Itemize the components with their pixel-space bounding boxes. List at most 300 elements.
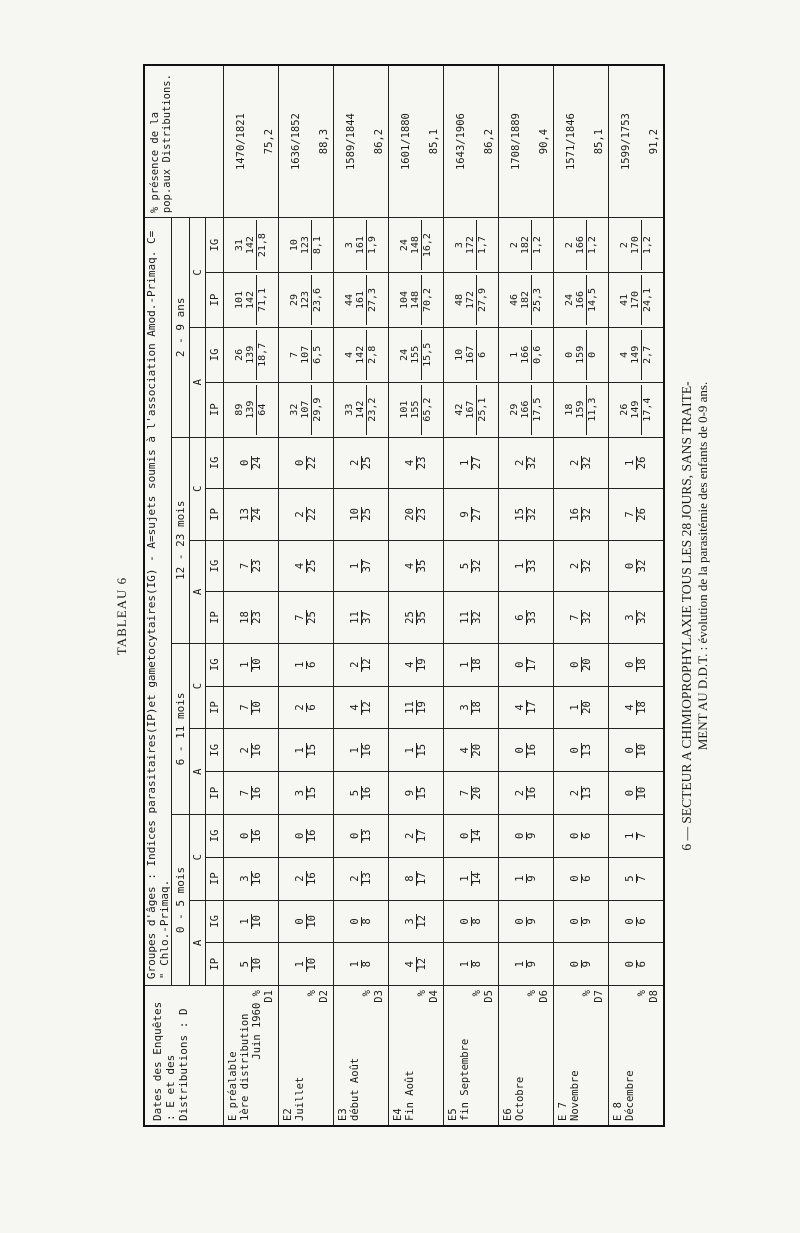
numerator: 1 xyxy=(513,875,526,882)
fraction-cell xyxy=(609,273,665,328)
fraction-cell xyxy=(334,382,389,437)
table-row xyxy=(224,65,279,1126)
denominator: 170 xyxy=(630,236,641,255)
column-label: IP xyxy=(206,382,224,437)
fraction-cell xyxy=(279,540,334,592)
fraction-cell xyxy=(224,218,279,273)
presence-cell xyxy=(444,65,499,218)
fraction xyxy=(515,874,538,882)
numerator: 104 xyxy=(399,290,410,309)
numerator: 1 xyxy=(515,559,527,574)
numerator: 2 xyxy=(350,657,362,672)
denominator: 10 xyxy=(250,957,263,971)
date-line: Juin 1960 % xyxy=(251,990,263,1060)
column-label: IG xyxy=(206,218,224,273)
denominator: 8 xyxy=(470,918,483,925)
fraction xyxy=(515,456,538,471)
numerator: 3 xyxy=(240,871,252,886)
numerator: 7 xyxy=(460,786,472,801)
denominator: 9 xyxy=(525,961,538,968)
age-group-6-11: 6 - 11 mois xyxy=(172,643,190,814)
date-line: D4 xyxy=(428,990,440,1003)
denominator: 123 xyxy=(300,236,311,255)
date-line: E4 xyxy=(392,1108,404,1121)
denominator: 107 xyxy=(300,400,311,419)
fraction xyxy=(405,743,428,758)
numerator: 3 xyxy=(460,700,472,715)
fraction xyxy=(570,700,593,715)
fraction xyxy=(625,507,648,522)
fraction-cell xyxy=(609,489,665,541)
fraction-cell xyxy=(499,814,554,857)
denominator: 15 xyxy=(305,743,318,757)
numerator: 31 xyxy=(234,239,245,252)
fraction-cell xyxy=(334,540,389,592)
fraction-cell xyxy=(389,900,444,943)
presence-count: 1636/1852 xyxy=(290,113,302,171)
percentage: 2,8 xyxy=(366,330,378,380)
numerator: 24 xyxy=(564,293,575,306)
fraction-cell xyxy=(279,218,334,273)
fraction xyxy=(405,957,428,972)
denominator: 14 xyxy=(470,829,483,843)
column-label: IG xyxy=(206,327,224,382)
denominator: 23 xyxy=(250,559,263,573)
fraction-cell xyxy=(224,900,279,943)
column-label: IP xyxy=(206,273,224,328)
numerator: 3 xyxy=(405,914,417,929)
fraction xyxy=(460,610,483,625)
fraction-cell xyxy=(554,273,609,328)
fraction xyxy=(295,829,318,844)
denominator: 25 xyxy=(360,508,373,521)
fraction-cell xyxy=(224,540,279,592)
subgroup-label: C xyxy=(190,814,206,900)
denominator: 7 xyxy=(635,832,648,840)
numerator: 4 xyxy=(295,559,307,574)
date-line: Décembre xyxy=(624,1070,636,1121)
fraction-cell xyxy=(609,592,665,644)
fraction xyxy=(625,786,648,801)
numerator: 2 xyxy=(295,507,307,522)
fraction xyxy=(625,456,648,471)
date-line: % xyxy=(581,990,593,997)
numerator: 1 xyxy=(509,351,520,358)
denominator: 32 xyxy=(525,456,538,470)
numerator: 1 xyxy=(348,961,361,968)
denominator: 8 xyxy=(360,961,373,968)
fraction xyxy=(460,507,483,522)
fraction-cell xyxy=(444,327,499,382)
percentage: 11,3 xyxy=(586,385,598,435)
denominator: 16 xyxy=(250,743,263,757)
denominator: 12 xyxy=(415,915,428,928)
fraction-cell xyxy=(609,327,665,382)
numerator: 0 xyxy=(513,832,526,840)
fraction-cell xyxy=(554,814,609,857)
fraction-cell xyxy=(554,218,609,273)
denominator: 16 xyxy=(250,872,263,885)
fraction xyxy=(240,829,263,844)
fraction-cell xyxy=(224,686,279,729)
column-label-row xyxy=(206,65,224,1126)
fraction-cell xyxy=(224,814,279,857)
denominator: 15 xyxy=(415,743,428,757)
numerator: 11 xyxy=(403,701,416,714)
fraction-cell xyxy=(499,437,554,489)
numerator: 0 xyxy=(240,829,252,844)
numerator: 16 xyxy=(568,508,581,521)
numerator: 2 xyxy=(570,786,582,801)
column-label: IG xyxy=(206,729,224,772)
numerator: 44 xyxy=(344,293,355,306)
numerator: 4 xyxy=(350,700,362,715)
table-row xyxy=(554,65,609,1126)
fraction-cell xyxy=(444,489,499,541)
percentage: 0,6 xyxy=(531,330,543,380)
date-line: % xyxy=(526,990,538,997)
fraction xyxy=(625,657,648,672)
fraction xyxy=(350,786,373,801)
fraction-cell xyxy=(554,327,609,382)
fraction xyxy=(295,743,318,758)
numerator: 1 xyxy=(460,456,472,471)
numerator: 4 xyxy=(344,351,355,358)
denominator: 19 xyxy=(415,658,428,672)
percentage: 70,2 xyxy=(421,275,433,325)
numerator: 18 xyxy=(564,403,575,416)
fraction xyxy=(405,610,428,625)
fraction-cell xyxy=(499,540,554,592)
fraction-cell xyxy=(554,857,609,900)
subgroup-row xyxy=(190,65,206,1126)
fraction-cell xyxy=(389,273,444,328)
fraction xyxy=(240,914,263,929)
denominator: 22 xyxy=(305,508,318,521)
column-label: IP xyxy=(206,592,224,644)
fraction-cell xyxy=(609,540,665,592)
numerator: 5 xyxy=(240,957,252,972)
denominator: 148 xyxy=(410,290,421,309)
fraction-cell xyxy=(279,943,334,986)
denominator: 15 xyxy=(305,786,318,800)
denominator: 155 xyxy=(410,345,421,364)
fraction xyxy=(515,657,538,672)
date-cell xyxy=(554,986,609,1126)
fraction-cell xyxy=(499,900,554,943)
presence-count: 1571/1846 xyxy=(565,113,577,171)
presence-percent: 75,2 xyxy=(263,128,275,155)
numerator: 0 xyxy=(623,918,636,925)
denominator: 32 xyxy=(580,508,593,521)
denominator: 32 xyxy=(635,611,648,624)
numerator: 0 xyxy=(295,914,307,929)
fraction-cell xyxy=(444,686,499,729)
fraction xyxy=(405,914,428,929)
subgroup-label: A xyxy=(190,540,206,643)
column-label: IP xyxy=(206,489,224,541)
date-header: Dates des Enquêtes : E et des Distributions : D xyxy=(144,986,224,1126)
fraction xyxy=(405,871,428,886)
fraction xyxy=(405,507,428,522)
denominator: 139 xyxy=(245,345,256,364)
percentage: 1,7 xyxy=(476,220,488,270)
fraction-cell xyxy=(609,686,665,729)
numerator: 0 xyxy=(623,961,636,968)
date-line: E préalable xyxy=(227,1051,239,1121)
percentage: 1,2 xyxy=(531,220,543,270)
presence-count: 1643/1906 xyxy=(455,113,467,171)
fraction xyxy=(625,960,648,968)
fraction-cell xyxy=(389,382,444,437)
fraction xyxy=(295,914,318,929)
fraction xyxy=(515,743,538,758)
fraction-cell xyxy=(334,643,389,686)
percentage: 29,9 xyxy=(311,385,323,435)
numerator: 2 xyxy=(570,559,582,574)
denominator: 159 xyxy=(575,345,586,364)
denominator: 16 xyxy=(250,786,263,800)
fraction xyxy=(515,960,538,968)
fraction-cell xyxy=(224,437,279,489)
date-cell xyxy=(444,986,499,1126)
fraction xyxy=(405,786,428,801)
fraction xyxy=(350,559,373,574)
fraction-cell xyxy=(499,218,554,273)
fraction-cell xyxy=(334,686,389,729)
column-label: IP xyxy=(206,857,224,900)
fraction-cell xyxy=(609,943,665,986)
percentage: 2,7 xyxy=(641,330,653,380)
caption-line-2: MENT AU D.D.T. : évolution de la parasitémie des enfants de 0-9 ans. xyxy=(695,381,710,751)
fraction-cell xyxy=(444,643,499,686)
fraction-cell xyxy=(224,489,279,541)
fraction-cell xyxy=(499,772,554,815)
date-line: D7 xyxy=(593,990,605,1003)
fraction-cell xyxy=(334,943,389,986)
fraction xyxy=(240,743,263,758)
percentage: 17,5 xyxy=(531,385,543,435)
fraction-cell xyxy=(499,686,554,729)
fraction xyxy=(515,700,538,715)
subgroup-label: C xyxy=(190,643,206,729)
fraction xyxy=(240,657,263,672)
denominator: 13 xyxy=(360,872,373,885)
fraction xyxy=(405,456,428,471)
fraction-cell xyxy=(334,327,389,382)
fraction xyxy=(295,661,318,669)
numerator: 1 xyxy=(460,871,472,886)
fraction xyxy=(515,610,538,625)
denominator: 166 xyxy=(520,400,531,419)
fraction xyxy=(240,786,263,801)
denominator: 19 xyxy=(415,701,428,714)
percentage: 6 xyxy=(476,330,488,380)
fraction-cell xyxy=(499,643,554,686)
numerator: 2 xyxy=(564,242,575,249)
numerator: 0 xyxy=(570,743,582,758)
fraction xyxy=(350,829,373,844)
fraction-cell xyxy=(279,643,334,686)
fraction-cell xyxy=(389,592,444,644)
numerator: 9 xyxy=(405,786,417,801)
fraction-cell xyxy=(334,218,389,273)
numerator: 0 xyxy=(295,829,307,844)
fraction xyxy=(405,657,428,672)
numerator: 24 xyxy=(399,348,410,361)
numerator: 0 xyxy=(570,657,582,672)
groups-header: Groupes d'âges : Indices parasitaires(IP)et gametocytaires(IG) - A=sujets soumis à l'association Amod.-Primaq. C= " Chlo.-Primaq. xyxy=(144,218,172,986)
denominator: 24 xyxy=(250,508,263,521)
date-cell xyxy=(224,986,279,1126)
numerator: 2 xyxy=(619,242,630,249)
fraction xyxy=(295,456,318,471)
denominator: 18 xyxy=(635,701,648,714)
fraction xyxy=(460,871,483,886)
data-table xyxy=(143,64,665,1127)
denominator: 172 xyxy=(465,290,476,309)
date-line: Novembre xyxy=(569,1070,581,1121)
table-row xyxy=(499,65,554,1126)
fraction xyxy=(515,786,538,801)
fraction-cell xyxy=(444,540,499,592)
numerator: 15 xyxy=(513,508,526,521)
fraction-cell xyxy=(499,327,554,382)
numerator: 10 xyxy=(348,508,361,521)
fraction-cell xyxy=(389,643,444,686)
numerator: 6 xyxy=(515,610,527,625)
fraction-cell xyxy=(224,772,279,815)
denominator: 6 xyxy=(305,661,318,668)
presence-cell xyxy=(499,65,554,218)
fraction xyxy=(625,559,648,574)
numerator: 4 xyxy=(405,957,417,972)
numerator: 0 xyxy=(515,657,527,672)
age-group-row xyxy=(172,65,190,1126)
fraction-cell xyxy=(499,857,554,900)
denominator: 15 xyxy=(415,786,428,800)
denominator: 37 xyxy=(360,611,373,624)
denominator: 166 xyxy=(575,236,586,255)
denominator: 142 xyxy=(355,400,366,419)
fraction xyxy=(625,743,648,758)
fraction xyxy=(515,559,538,574)
fraction xyxy=(295,871,318,886)
denominator: 16 xyxy=(360,786,373,800)
fraction-cell xyxy=(554,382,609,437)
date-line: E6 xyxy=(502,1108,514,1121)
fraction xyxy=(240,957,263,972)
denominator: 25 xyxy=(305,611,318,624)
fraction xyxy=(460,700,483,715)
fraction xyxy=(625,917,648,925)
numerator: 7 xyxy=(240,700,252,715)
numerator: 29 xyxy=(509,403,520,416)
fraction xyxy=(570,507,593,522)
presence-count: 1601/1880 xyxy=(400,113,412,171)
presence-count: 1470/1821 xyxy=(235,113,247,171)
denominator: 17 xyxy=(525,701,538,714)
fraction-cell xyxy=(554,943,609,986)
presence-cell xyxy=(389,65,444,218)
fraction-cell xyxy=(334,592,389,644)
numerator: 2 xyxy=(293,704,306,711)
fraction-cell xyxy=(554,592,609,644)
percentage: 0 xyxy=(586,330,598,380)
denominator: 25 xyxy=(305,559,318,573)
numerator: 1 xyxy=(570,700,582,715)
fraction-cell xyxy=(334,729,389,772)
date-line: E3 xyxy=(337,1108,349,1121)
numerator: 4 xyxy=(405,559,417,574)
fraction-cell xyxy=(554,489,609,541)
column-label: IG xyxy=(206,643,224,686)
denominator: 26 xyxy=(635,456,648,470)
fraction-cell xyxy=(499,489,554,541)
numerator: 10 xyxy=(454,348,465,361)
fraction xyxy=(460,559,483,574)
denominator: 32 xyxy=(580,559,593,573)
denominator: 139 xyxy=(245,400,256,419)
table-row xyxy=(444,65,499,1126)
denominator: 161 xyxy=(355,236,366,255)
fraction-cell xyxy=(444,437,499,489)
denominator: 6 xyxy=(635,961,648,968)
fraction xyxy=(295,703,318,711)
caption-line-1: 6 — SECTEUR A CHIMIOPROPHYLAXIE TOUS LES 28 JOURS, SANS TRAITE- xyxy=(679,381,694,851)
denominator: 166 xyxy=(520,345,531,364)
fraction xyxy=(405,559,428,574)
denominator: 6 xyxy=(635,918,648,925)
numerator: 26 xyxy=(619,403,630,416)
numerator: 5 xyxy=(460,559,472,574)
denominator: 7 xyxy=(635,875,648,882)
percentage: 1,2 xyxy=(586,220,598,270)
presence-percent: 86,2 xyxy=(373,128,385,155)
denominator: 16 xyxy=(250,829,263,843)
numerator: 1 xyxy=(350,559,362,574)
percentage: 21,8 xyxy=(256,220,268,270)
numerator: 46 xyxy=(509,293,520,306)
percentage: 6,5 xyxy=(311,330,323,380)
denominator: 35 xyxy=(415,611,428,624)
numerator: 25 xyxy=(403,611,416,624)
numerator: 89 xyxy=(234,403,245,416)
numerator: 0 xyxy=(350,829,362,844)
denominator: 37 xyxy=(360,559,373,573)
fraction xyxy=(625,610,648,625)
numerator: 7 xyxy=(625,507,637,522)
numerator: 11 xyxy=(458,611,471,624)
fraction xyxy=(295,507,318,522)
numerator: 1 xyxy=(460,657,472,672)
numerator: 7 xyxy=(240,559,252,574)
numerator: 3 xyxy=(344,242,355,249)
fraction xyxy=(240,700,263,715)
denominator: 20 xyxy=(470,743,483,757)
numerator: 0 xyxy=(564,351,575,358)
denominator: 27 xyxy=(470,456,483,470)
fraction-cell xyxy=(554,772,609,815)
fraction-cell xyxy=(444,943,499,986)
column-label: IP xyxy=(206,943,224,986)
fraction-cell xyxy=(224,857,279,900)
denominator: 16 xyxy=(305,829,318,843)
percentage: 64 xyxy=(256,385,268,435)
numerator: 4 xyxy=(405,456,417,471)
fraction xyxy=(570,610,593,625)
date-line: D1 xyxy=(263,990,275,1003)
